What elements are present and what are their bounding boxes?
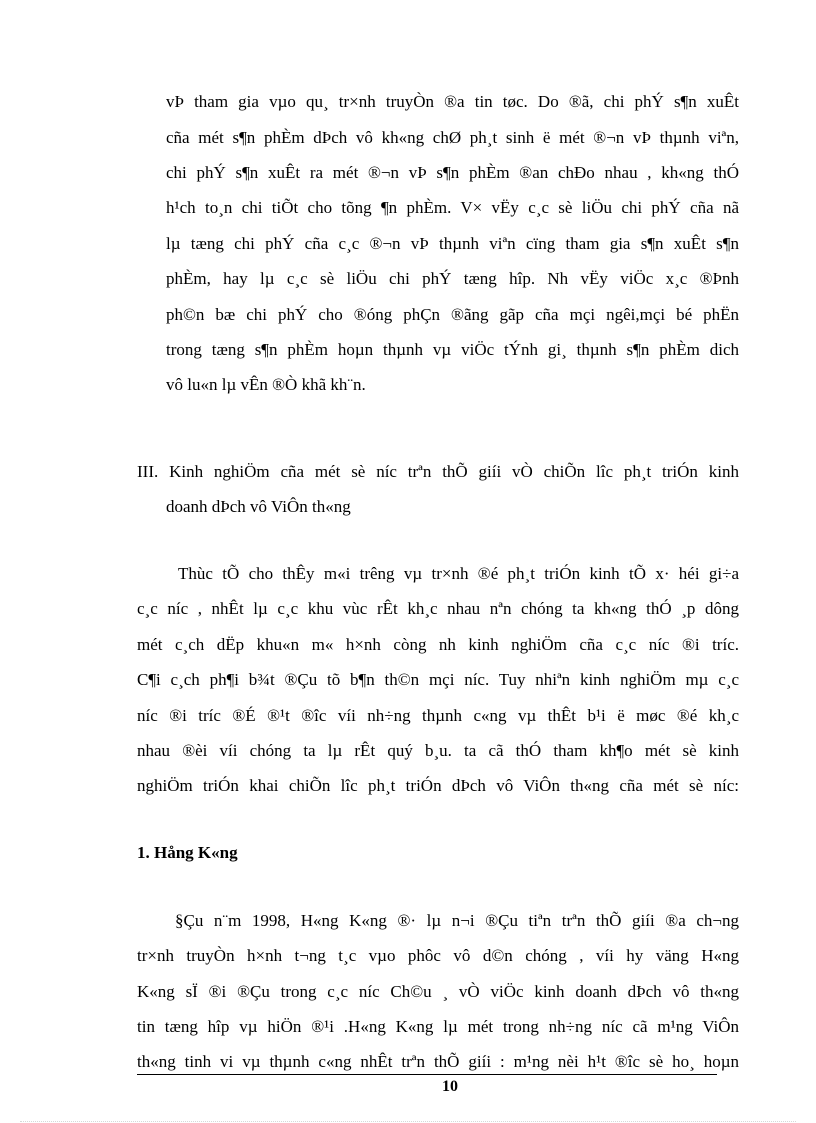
page-bottom-dotted-border xyxy=(20,1121,796,1122)
text-line: h¹ch to¸n chi tiÕt cho tõng ¶n phÈm. V× vËy c¸c sè liÖu chi phÝ cña nã xyxy=(166,198,739,217)
section-heading-line: III. Kinh nghiÖm cña mét sè níc trªn thÕ giíi vÒ chiÕn lîc ph¸t triÓn kinh xyxy=(137,462,739,481)
text-line: §Çu n¨m 1998, H«ng K«ng ®· lµ n¬i ®Çu tiªn trªn thÕ giíi ®a ch¬ng xyxy=(175,911,739,930)
text-line: lµ tæng chi phÝ cña c¸c ®¬n vÞ thµnh viªn cïng tham gia s¶n xuÊt s¶n xyxy=(166,234,739,253)
text-line: vô lu«n lµ vÊn ®Ò khã kh¨n. xyxy=(166,375,366,394)
subsection-heading-hong-kong: 1. Hång K«ng xyxy=(137,843,238,862)
text-line: tr×nh truyÒn h×nh t¬ng t¸c vµo phôc vô d©n chóng , víi hy väng H«ng xyxy=(137,946,739,965)
text-line: K«ng sÏ ®i ®Çu trong c¸c níc Ch©u ¸ vÒ viÖc kinh doanh dÞch vô th«ng xyxy=(137,982,739,1001)
page-number: 10 xyxy=(442,1078,458,1095)
text-line: phÈm, hay lµ c¸c sè liÖu chi phÝ tæng hîp. Nh vËy viÖc x¸c ®Þnh xyxy=(166,269,739,288)
text-line: níc ®i tríc ®É ®¹t ®îc víi nh÷ng thµnh c«ng vµ thÊt b¹i ë møc ®é kh¸c xyxy=(137,706,739,725)
section-heading-line: doanh dÞch vô ViÔn th«ng xyxy=(166,497,351,516)
text-line: nghiÖm triÓn khai chiÕn lîc ph¸t triÓn dÞch vô ViÔn th«ng cña mét sè níc: xyxy=(137,776,739,795)
text-line: c¸c níc , nhÊt lµ c¸c khu vùc rÊt kh¸c nhau nªn chóng ta kh«ng thÓ ¸p dông xyxy=(137,599,739,618)
text-line: ph©n bæ chi phÝ cho ®óng phÇn ®ãng gãp cña mçi ngêi,mçi bé phËn xyxy=(166,305,739,324)
text-line: th«ng tinh vi vµ thµnh c«ng nhÊt trªn thÕ giíi : m¹ng nèi h¹t ®îc sè ho¸ hoµn xyxy=(137,1052,739,1071)
text-line: tin tæng hîp vµ hiÖn ®¹i .H«ng K«ng lµ mét trong nh÷ng níc cã m¹ng ViÔn xyxy=(137,1017,739,1036)
text-line: nhau ®èi víi chóng ta lµ rÊt quý b¸u. ta cã thÓ tham kh¶o mét sè kinh xyxy=(137,741,739,760)
text-line: mét c¸ch dËp khu«n m« h×nh còng nh kinh nghiÖm cña c¸c níc ®i tríc. xyxy=(137,635,739,654)
text-line: Thùc tÕ cho thÊy m«i trêng vµ tr×nh ®é ph¸t triÓn kinh tÕ x· héi gi÷a xyxy=(178,564,739,583)
footer-rule xyxy=(137,1074,717,1075)
text-line: C¶i c¸ch ph¶i b¾t ®Çu tõ b¶n th©n mçi níc. Tuy nhiªn kinh nghiÖm mµ c¸c xyxy=(137,670,739,689)
text-line: vÞ tham gia vµo qu¸ tr×nh truyÒn ®a tin tøc. Do ®ã, chi phÝ s¶n xuÊt xyxy=(166,92,739,111)
text-line: chi phÝ s¶n xuÊt ra mét ®¬n vÞ s¶n phÈm ®an chÐo nhau , kh«ng thÓ xyxy=(166,163,739,182)
text-line: cña mét s¶n phÈm dÞch vô kh«ng chØ ph¸t sinh ë mét ®¬n vÞ thµnh viªn, xyxy=(166,128,739,147)
text-line: trong tæng s¶n phÈm hoµn thµnh vµ viÖc tÝnh gi¸ thµnh s¶n phÈm dich xyxy=(166,340,739,359)
